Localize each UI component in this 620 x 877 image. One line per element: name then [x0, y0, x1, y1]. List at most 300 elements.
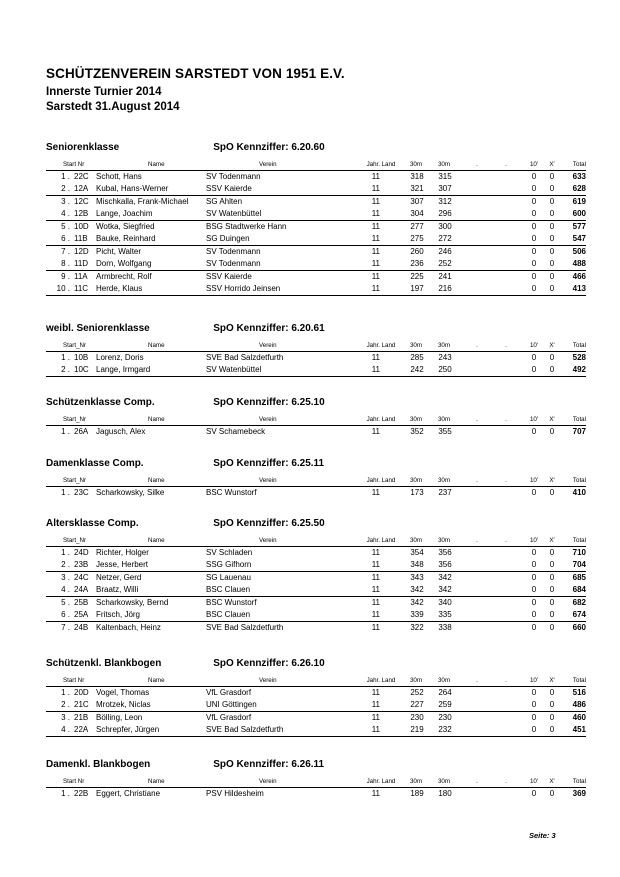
section-title	[46, 396, 559, 414]
total-score: 466	[572, 272, 586, 281]
section-title	[46, 758, 559, 776]
tens-count: 0	[531, 623, 537, 632]
col-total: Total	[572, 342, 586, 349]
start-nr: 23B	[74, 560, 89, 569]
col-30m-2: 30m	[437, 416, 451, 423]
result-row	[46, 426, 586, 438]
score-30m-2: 342	[438, 585, 452, 594]
start-nr: 22B	[74, 789, 89, 798]
x-count: 0	[549, 585, 555, 594]
column-header-row	[46, 776, 586, 788]
class-name: Seniorenklasse	[46, 141, 120, 153]
club-name: SVE Bad Salzdetfurth	[206, 725, 284, 734]
tens-count: 0	[531, 573, 537, 582]
archer-name: Mischkalla, Frank-Michael	[96, 197, 189, 206]
page-number: Seite: 3	[529, 831, 556, 840]
place: 7 .	[61, 247, 70, 256]
result-section	[46, 657, 586, 737]
jahr: 11	[371, 259, 380, 268]
col-x: X'	[549, 537, 555, 544]
club-name: BSC Clauen	[206, 610, 251, 619]
jahr: 11	[371, 427, 380, 436]
club-name: BSC Clauen	[206, 585, 251, 594]
start-nr: 20D	[74, 688, 89, 697]
start-nr: 22A	[74, 725, 89, 734]
score-30m-1: 321	[410, 184, 424, 193]
start-nr: 22C	[74, 172, 89, 181]
archer-name: Eggert, Christiane	[96, 789, 161, 798]
x-count: 0	[549, 598, 555, 607]
col-jahr: Jahr.	[366, 537, 380, 544]
start-nr: 12B	[74, 209, 89, 218]
club-name: SV Watenbüttel	[206, 209, 262, 218]
jahr: 11	[371, 688, 380, 697]
score-30m-1: 173	[410, 488, 424, 497]
x-count: 0	[549, 184, 555, 193]
col-start-nr: Start_Nr	[63, 416, 87, 423]
archer-name: Jagusch, Alex	[96, 427, 146, 436]
archer-name: Scharkowsky, Silke	[96, 488, 165, 497]
club-name: SVE Bad Salzdetfurth	[206, 353, 284, 362]
club-name: SV Watenbüttel	[206, 365, 262, 374]
result-row	[46, 196, 586, 208]
jahr: 11	[371, 272, 380, 281]
total-score: 516	[572, 688, 586, 697]
column-header-row	[46, 675, 586, 687]
score-30m-1: 227	[410, 700, 424, 709]
score-30m-1: 277	[410, 222, 424, 231]
score-30m-1: 318	[410, 172, 424, 181]
score-30m-2: 312	[438, 197, 452, 206]
place: 4 .	[61, 725, 70, 734]
col-land: Land	[381, 537, 396, 544]
total-score: 488	[572, 259, 586, 268]
start-nr: 26A	[74, 427, 89, 436]
tens-count: 0	[531, 789, 537, 798]
result-section	[46, 457, 586, 499]
col-tens: 10'	[529, 677, 539, 684]
archer-name: Bölling, Leon	[96, 713, 143, 722]
place: 3 .	[61, 573, 70, 582]
score-30m-1: 219	[410, 725, 424, 734]
score-30m-2: 246	[438, 247, 452, 256]
start-nr: 10D	[74, 222, 89, 231]
club-title: SCHÜTZENVEREIN SARSTEDT VON 1951 E.V.	[46, 66, 345, 81]
archer-name: Braatz, Willi	[96, 585, 139, 594]
start-nr: 12A	[74, 184, 89, 193]
club-name: SV Todenmann	[206, 259, 261, 268]
place: 4 .	[61, 209, 70, 218]
club-name: SV Todenmann	[206, 247, 261, 256]
start-nr: 10B	[74, 353, 89, 362]
col-start-nr: Start_Nr	[63, 537, 87, 544]
score-30m-2: 356	[438, 560, 452, 569]
col-tens: 10'	[529, 477, 539, 484]
col-verein: Verein	[259, 778, 277, 785]
score-30m-2: 342	[438, 573, 452, 582]
result-row	[46, 547, 586, 559]
jahr: 11	[371, 789, 380, 798]
result-row	[46, 584, 586, 597]
score-30m-2: 315	[438, 172, 452, 181]
score-30m-2: 180	[438, 789, 452, 798]
result-row	[46, 208, 586, 221]
col-land: Land	[381, 416, 396, 423]
x-count: 0	[549, 234, 555, 243]
col-30m-2: 30m	[437, 161, 451, 168]
place-date: Sarstedt 31.August 2014	[46, 101, 180, 113]
club-name: VfL Grasdorf	[206, 713, 252, 722]
col-dot-2: .	[505, 477, 507, 484]
col-name: Name	[148, 416, 165, 423]
col-30m-2: 30m	[437, 677, 451, 684]
score-30m-1: 225	[410, 272, 424, 281]
score-30m-2: 237	[438, 488, 452, 497]
start-nr: 10C	[74, 365, 89, 374]
start-nr: 12C	[74, 197, 89, 206]
col-dot-1: .	[476, 416, 478, 423]
club-name: SSG Gifhorn	[206, 560, 252, 569]
score-30m-2: 355	[438, 427, 452, 436]
tens-count: 0	[531, 427, 537, 436]
jahr: 11	[371, 713, 380, 722]
section-title	[46, 322, 559, 340]
club-name: SG Duingen	[206, 234, 250, 243]
col-total: Total	[572, 778, 586, 785]
result-row	[46, 352, 586, 364]
col-total: Total	[572, 537, 586, 544]
col-verein: Verein	[259, 342, 277, 349]
total-score: 528	[572, 353, 586, 362]
score-30m-2: 335	[438, 610, 452, 619]
column-header-row	[46, 535, 586, 547]
tens-count: 0	[531, 725, 537, 734]
col-start-nr: Start Nr	[63, 677, 85, 684]
col-verein: Verein	[259, 677, 277, 684]
start-nr: 24B	[74, 623, 89, 632]
total-score: 369	[572, 789, 586, 798]
col-dot-1: .	[476, 477, 478, 484]
score-30m-1: 304	[410, 209, 424, 218]
col-dot-1: .	[476, 537, 478, 544]
score-30m-2: 307	[438, 184, 452, 193]
total-score: 704	[572, 560, 586, 569]
tens-count: 0	[531, 488, 537, 497]
club-name: SV Todenmann	[206, 172, 261, 181]
result-row	[46, 724, 586, 737]
place: 8 .	[61, 259, 70, 268]
place: 1 .	[61, 427, 70, 436]
score-30m-2: 250	[438, 365, 452, 374]
col-land: Land	[381, 677, 396, 684]
place: 2 .	[61, 184, 70, 193]
archer-name: Lange, Irmgard	[96, 365, 151, 374]
place: 10 .	[56, 284, 70, 293]
col-30m-1: 30m	[409, 778, 423, 785]
col-dot-2: .	[505, 677, 507, 684]
start-nr: 11D	[74, 259, 89, 268]
x-count: 0	[549, 172, 555, 181]
x-count: 0	[549, 713, 555, 722]
section-title	[46, 141, 559, 159]
place: 2 .	[61, 365, 70, 374]
club-name: UNI Göttingen	[206, 700, 257, 709]
start-nr: 12D	[74, 247, 89, 256]
col-tens: 10'	[529, 416, 539, 423]
score-30m-1: 342	[410, 585, 424, 594]
place: 2 .	[61, 700, 70, 709]
column-header-row	[46, 159, 586, 171]
total-score: 413	[572, 284, 586, 293]
club-name: VfL Grasdorf	[206, 688, 252, 697]
score-30m-2: 264	[438, 688, 452, 697]
class-name: Damenklasse Comp.	[46, 457, 144, 469]
col-30m-1: 30m	[409, 342, 423, 349]
club-name: SSV Kaierde	[206, 184, 252, 193]
archer-name: Picht, Walter	[96, 247, 142, 256]
total-score: 660	[572, 623, 586, 632]
place: 6 .	[61, 234, 70, 243]
result-row	[46, 233, 586, 246]
col-start-nr: Start_Nr	[63, 477, 87, 484]
jahr: 11	[371, 353, 380, 362]
total-score: 577	[572, 222, 586, 231]
col-dot-1: .	[476, 778, 478, 785]
col-land: Land	[381, 477, 396, 484]
place: 5 .	[61, 222, 70, 231]
x-count: 0	[549, 353, 555, 362]
total-score: 710	[572, 548, 586, 557]
tens-count: 0	[531, 197, 537, 206]
result-row	[46, 559, 586, 572]
col-jahr: Jahr.	[366, 778, 380, 785]
score-30m-2: 296	[438, 209, 452, 218]
col-verein: Verein	[259, 537, 277, 544]
col-jahr: Jahr.	[366, 677, 380, 684]
total-score: 684	[572, 585, 586, 594]
jahr: 11	[371, 365, 380, 374]
archer-name: Netzer, Gerd	[96, 573, 142, 582]
col-tens: 10'	[529, 537, 539, 544]
total-score: 547	[572, 234, 586, 243]
score-30m-2: 259	[438, 700, 452, 709]
col-total: Total	[572, 416, 586, 423]
score-30m-2: 356	[438, 548, 452, 557]
tens-count: 0	[531, 585, 537, 594]
start-nr: 21C	[74, 700, 89, 709]
col-land: Land	[381, 161, 396, 168]
col-dot-2: .	[505, 778, 507, 785]
x-count: 0	[549, 247, 555, 256]
tens-count: 0	[531, 172, 537, 181]
jahr: 11	[371, 623, 380, 632]
class-name: Damenkl. Blankbogen	[46, 758, 151, 770]
col-total: Total	[572, 677, 586, 684]
score-30m-2: 300	[438, 222, 452, 231]
col-dot-2: .	[505, 161, 507, 168]
archer-name: Kaltenbach, Heinz	[96, 623, 161, 632]
result-row	[46, 171, 586, 183]
tens-count: 0	[531, 598, 537, 607]
total-score: 506	[572, 247, 586, 256]
archer-name: Armbrecht, Rolf	[96, 272, 152, 281]
col-land: Land	[381, 778, 396, 785]
x-count: 0	[549, 725, 555, 734]
jahr: 11	[371, 247, 380, 256]
result-row	[46, 487, 586, 499]
score-30m-2: 232	[438, 725, 452, 734]
club-name: SSV Horrido Jeinsen	[206, 284, 281, 293]
score-30m-1: 307	[410, 197, 424, 206]
start-nr: 25A	[74, 610, 89, 619]
x-count: 0	[549, 548, 555, 557]
col-30m-2: 30m	[437, 537, 451, 544]
col-30m-1: 30m	[409, 161, 423, 168]
total-score: 707	[572, 427, 586, 436]
class-name: Schützenkl. Blankbogen	[46, 657, 162, 669]
col-tens: 10'	[529, 342, 539, 349]
spo-code: SpO Kennziffer: 6.26.11	[213, 758, 325, 770]
start-nr: 11B	[74, 234, 88, 243]
column-header-row	[46, 475, 586, 487]
score-30m-2: 243	[438, 353, 452, 362]
club-name: SV Schladen	[206, 548, 253, 557]
result-section	[46, 758, 586, 800]
result-row	[46, 712, 586, 724]
result-row	[46, 258, 586, 271]
place: 3 .	[61, 713, 70, 722]
score-30m-1: 242	[410, 365, 424, 374]
col-dot-2: .	[505, 537, 507, 544]
total-score: 685	[572, 573, 586, 582]
place: 9 .	[61, 272, 70, 281]
col-30m-2: 30m	[437, 778, 451, 785]
result-row	[46, 283, 586, 296]
place: 1 .	[61, 548, 70, 557]
score-30m-1: 342	[410, 598, 424, 607]
spo-code: SpO Kennziffer: 6.20.61	[213, 322, 325, 334]
archer-name: Schrepfer, Jürgen	[96, 725, 160, 734]
club-name: SVE Bad Salzdetfurth	[206, 623, 284, 632]
x-count: 0	[549, 560, 555, 569]
result-row	[46, 788, 586, 800]
col-jahr: Jahr.	[366, 342, 380, 349]
score-30m-2: 230	[438, 713, 452, 722]
col-jahr: Jahr.	[366, 161, 380, 168]
start-nr: 23C	[74, 488, 89, 497]
archer-name: Vogel, Thomas	[96, 688, 150, 697]
place: 7 .	[61, 623, 70, 632]
col-x: X'	[549, 342, 555, 349]
result-row	[46, 609, 586, 622]
club-name: BSG Stadtwerke Hann	[206, 222, 287, 231]
total-score: 486	[572, 700, 586, 709]
archer-name: Richter, Holger	[96, 548, 149, 557]
col-30m-2: 30m	[437, 477, 451, 484]
col-tens: 10'	[529, 778, 539, 785]
result-section	[46, 141, 586, 296]
club-name: SG Lauenau	[206, 573, 251, 582]
jahr: 11	[371, 222, 380, 231]
jahr: 11	[371, 488, 380, 497]
result-row	[46, 572, 586, 584]
col-x: X'	[549, 778, 555, 785]
jahr: 11	[371, 573, 380, 582]
col-name: Name	[148, 537, 165, 544]
col-x: X'	[549, 477, 555, 484]
col-tens: 10'	[529, 161, 539, 168]
result-row	[46, 246, 586, 258]
col-30m-1: 30m	[409, 477, 423, 484]
jahr: 11	[371, 172, 380, 181]
col-x: X'	[549, 416, 555, 423]
start-nr: 24D	[74, 548, 89, 557]
x-count: 0	[549, 688, 555, 697]
tens-count: 0	[531, 209, 537, 218]
club-name: SG Ahlten	[206, 197, 243, 206]
col-jahr: Jahr.	[366, 416, 380, 423]
col-x: X'	[549, 677, 555, 684]
score-30m-1: 260	[410, 247, 424, 256]
tens-count: 0	[531, 365, 537, 374]
col-verein: Verein	[259, 161, 277, 168]
tens-count: 0	[531, 353, 537, 362]
score-30m-1: 354	[410, 548, 424, 557]
col-land: Land	[381, 342, 396, 349]
col-dot-1: .	[476, 161, 478, 168]
col-name: Name	[148, 677, 165, 684]
jahr: 11	[371, 284, 380, 293]
x-count: 0	[549, 610, 555, 619]
jahr: 11	[371, 197, 380, 206]
jahr: 11	[371, 560, 380, 569]
total-score: 492	[572, 365, 586, 374]
tens-count: 0	[531, 560, 537, 569]
archer-name: Scharkowsky, Bernd	[96, 598, 169, 607]
tens-count: 0	[531, 284, 537, 293]
total-score: 410	[572, 488, 586, 497]
result-section	[46, 517, 586, 634]
tens-count: 0	[531, 259, 537, 268]
x-count: 0	[549, 427, 555, 436]
score-30m-1: 189	[410, 789, 424, 798]
start-nr: 24C	[74, 573, 89, 582]
class-name: Schützenklasse Comp.	[46, 396, 155, 408]
tens-count: 0	[531, 234, 537, 243]
col-dot-1: .	[476, 342, 478, 349]
x-count: 0	[549, 222, 555, 231]
total-score: 451	[572, 725, 586, 734]
archer-name: Bauke, Reinhard	[96, 234, 156, 243]
col-30m-2: 30m	[437, 342, 451, 349]
jahr: 11	[371, 184, 380, 193]
score-30m-1: 275	[410, 234, 424, 243]
score-30m-1: 197	[410, 284, 424, 293]
total-score: 619	[572, 197, 586, 206]
jahr: 11	[371, 209, 380, 218]
result-row	[46, 221, 586, 233]
score-30m-1: 230	[410, 713, 424, 722]
archer-name: Wotka, Siegfried	[96, 222, 155, 231]
col-30m-1: 30m	[409, 677, 423, 684]
place: 2 .	[61, 560, 70, 569]
score-30m-1: 252	[410, 688, 424, 697]
place: 6 .	[61, 610, 70, 619]
class-name: weibl. Seniorenklasse	[46, 322, 150, 334]
col-start-nr: Start Nr	[63, 778, 85, 785]
tens-count: 0	[531, 247, 537, 256]
result-row	[46, 183, 586, 196]
